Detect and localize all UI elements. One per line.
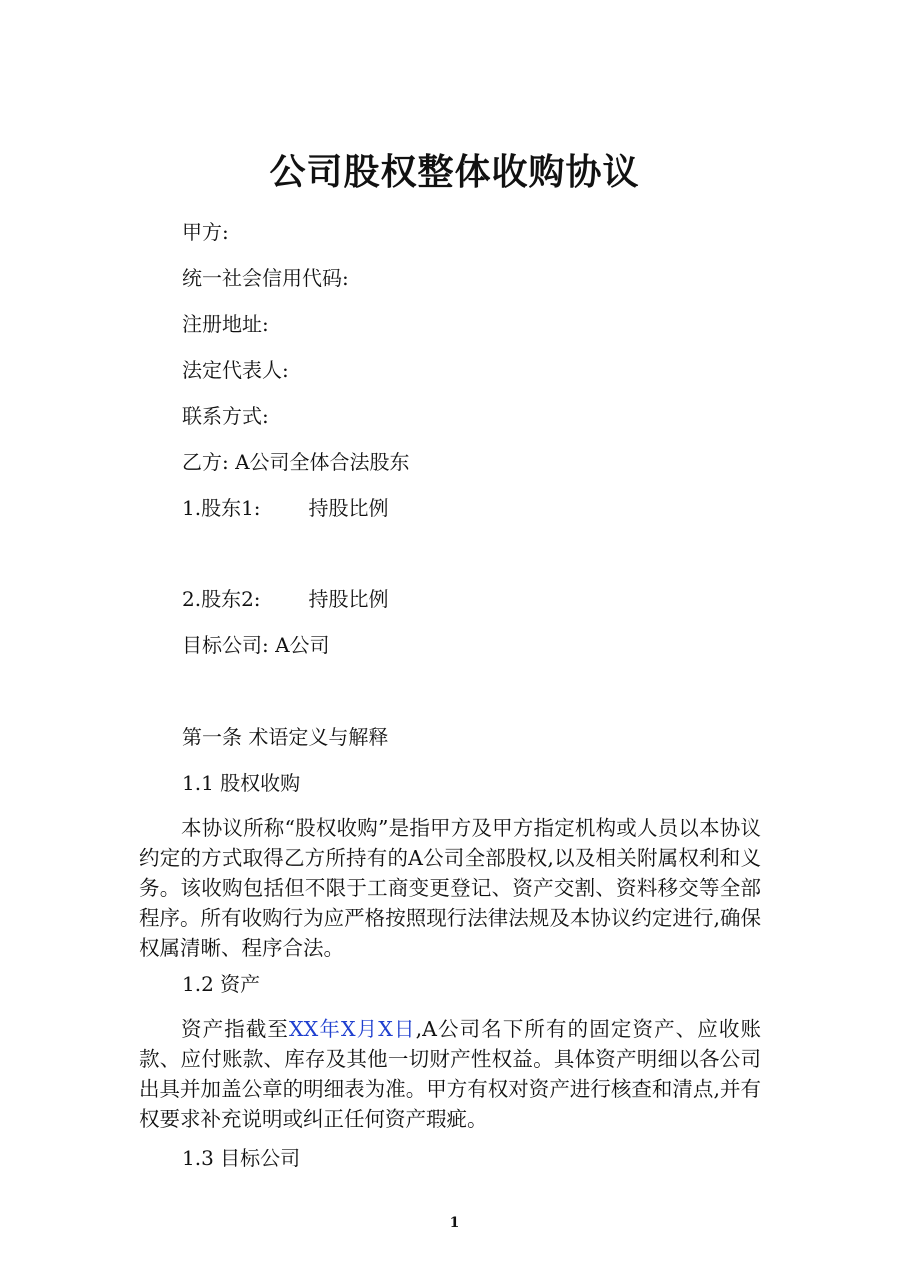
- article-1-heading: 第一条 术语定义与解释: [182, 725, 389, 749]
- shareholder-ratio: 持股比例: [308, 496, 389, 520]
- credit-code-label: 统一社会信用代码:: [182, 266, 349, 290]
- party-b-label: 乙方: A公司全体合法股东: [182, 450, 410, 474]
- shareholder-name: 1.股东1:: [182, 496, 261, 520]
- shareholder-row: [182, 494, 389, 522]
- section-1-1-heading: 1.1 股权收购: [182, 771, 301, 795]
- document-title: 公司股权整体收购协议: [269, 151, 640, 193]
- target-company-label: 目标公司: A公司: [182, 633, 330, 657]
- section-1-2-paragraph: [139, 1014, 761, 1134]
- paragraph-text: 资产指截至: [181, 1017, 290, 1041]
- page-number: 1: [449, 1215, 460, 1231]
- paragraph-text: ,A公司名下所有的固定资产、应收账款、应付账款、库存及其他一切财产性权益。具体资产明细以各公司出具并加盖公章的明细表为准。甲方有权对资产进行核查和清点,并有权要求补充说明或纠正任何资产瑕疵。: [139, 1017, 762, 1131]
- section-1-2-heading: 1.2 资产: [182, 972, 261, 996]
- shareholder-name: 2.股东2:: [182, 587, 261, 611]
- contact-label: 联系方式:: [182, 404, 269, 428]
- section-1-3-heading: 1.3 目标公司: [182, 1146, 301, 1170]
- shareholder-row: [182, 585, 389, 613]
- address-label: 注册地址:: [182, 312, 269, 336]
- date-placeholder: XX年X月X日: [289, 1017, 416, 1041]
- legal-rep-label: 法定代表人:: [182, 358, 289, 382]
- party-a-label: 甲方:: [182, 220, 229, 244]
- section-1-1-paragraph: 本协议所称“股权收购”是指甲方及甲方指定机构或人员以本协议约定的方式取得乙方所持有的A公司全部股权,以及相关附属权利和义务。该收购包括但不限于工商变更登记、资产交割、资料移交等全部程序。所有收购行为应严格按照现行法律法规及本协议约定进行,确保权属清晰、程序合法。: [139, 816, 761, 960]
- shareholder-ratio: 持股比例: [308, 587, 389, 611]
